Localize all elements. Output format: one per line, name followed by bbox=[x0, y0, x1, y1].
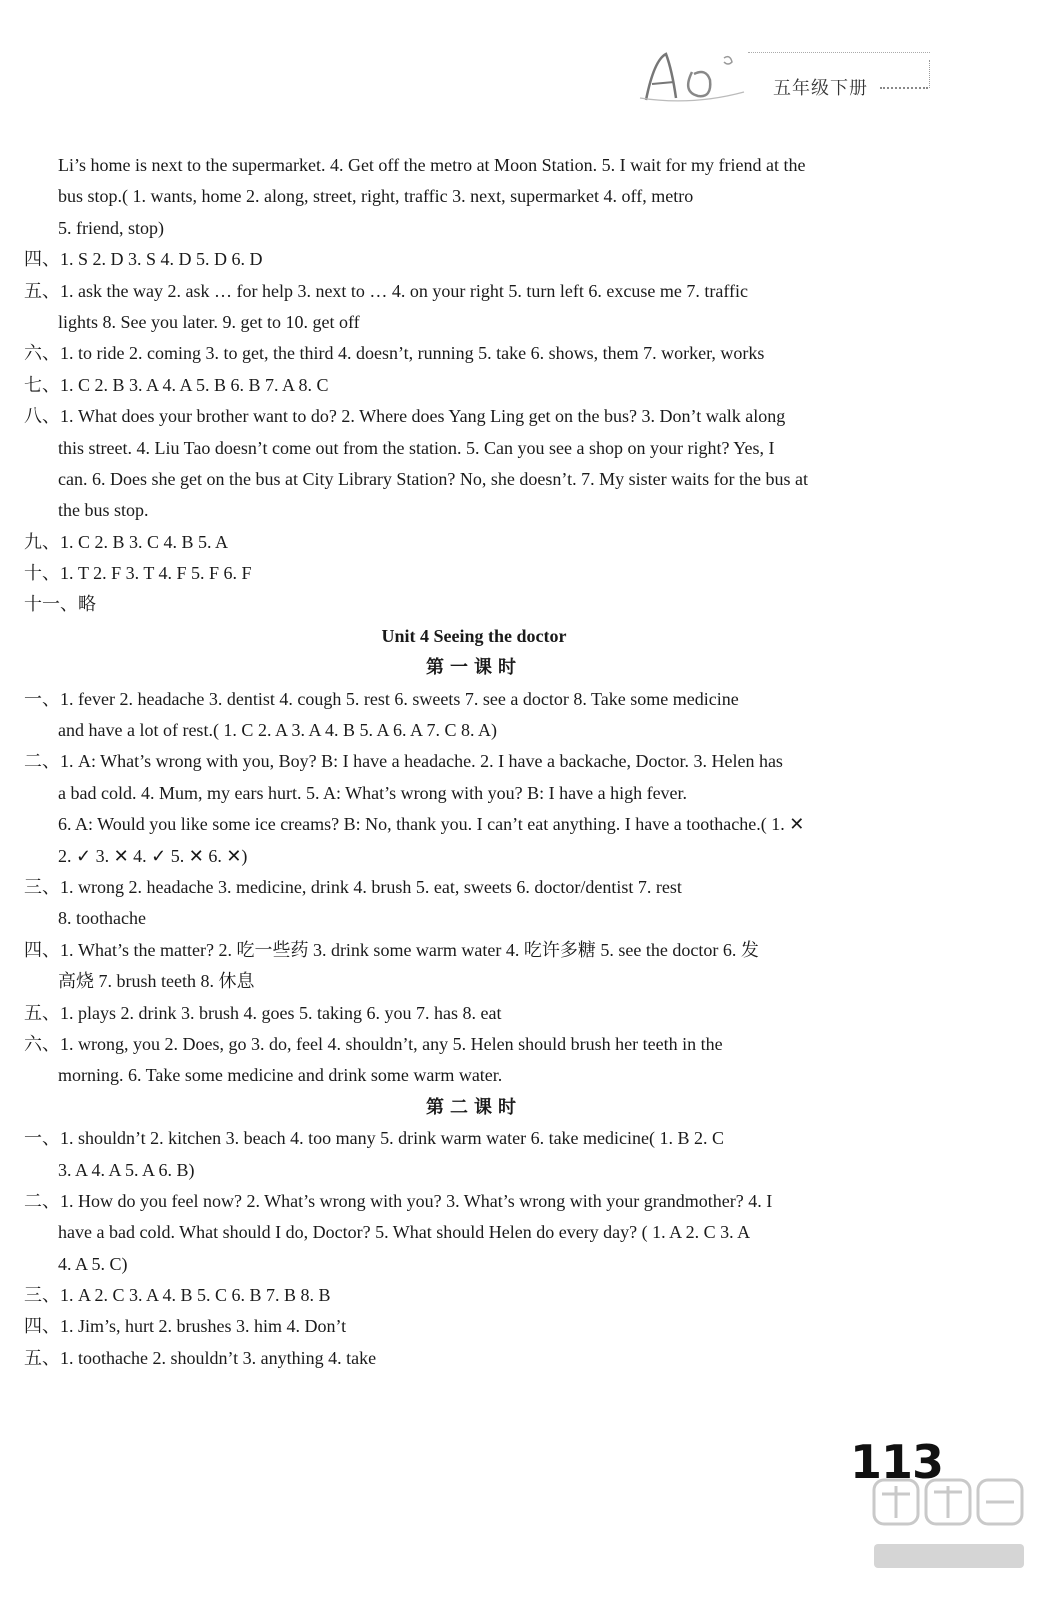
answer-line: can. 6. Does she get on the bus at City Library Station? No, she doesn’t. 7. My sister waits for the bus at bbox=[58, 468, 809, 489]
header-vrule bbox=[929, 60, 930, 88]
answer-line: 六、1. wrong, you 2. Does, go 3. do, feel 4. shouldn’t, any 5. Helen should brush her teeth in the bbox=[24, 1033, 723, 1054]
grade-label: 五年级下册 bbox=[773, 78, 868, 99]
answer-line: 5. friend, stop) bbox=[58, 217, 164, 238]
answer-line: 十、1. T 2. F 3. T 4. F 5. F 6. F bbox=[24, 563, 252, 584]
answer-line: 五、1. ask the way 2. ask … for help 3. next to … 4. on your right 5. turn left 6. excuse me 7. traffic bbox=[24, 280, 749, 301]
answer-line: morning. 6. Take some medicine and drink some warm water. bbox=[58, 1065, 503, 1086]
answer-line: 一、1. fever 2. headache 3. dentist 4. cough 5. rest 6. sweets 7. see a doctor 8. Take some medicine bbox=[24, 688, 739, 709]
answer-line: 八、1. What does your brother want to do? 2. Where does Yang Ling get on the bus? 3. Don’t walk along bbox=[24, 406, 786, 427]
answer-line: 七、1. C 2. B 3. A 4. A 5. B 6. B 7. A 8. C bbox=[24, 374, 329, 395]
answer-line: 五、1. toothache 2. shouldn’t 3. anything 4. take bbox=[24, 1347, 377, 1368]
page-number: 113 bbox=[850, 1435, 944, 1489]
header-dots bbox=[880, 87, 928, 89]
unit-heading: Unit 4 Seeing the doctor bbox=[381, 625, 567, 646]
lesson-heading: 第二课时 bbox=[426, 1096, 522, 1118]
answer-line: 五、1. plays 2. drink 3. brush 4. goes 5. taking 6. you 7. has 8. eat bbox=[24, 1002, 502, 1023]
answer-line: and have a lot of rest.( 1. C 2. A 3. A 4. B 5. A 6. A 7. C 8. A) bbox=[58, 720, 498, 741]
answer-line: 四、1. S 2. D 3. S 4. D 5. D 6. D bbox=[24, 249, 263, 270]
answer-line: 二、1. A: What’s wrong with you, Boy? B: I have a headache. 2. I have a backache, Doctor. 3. Helen has bbox=[24, 751, 783, 772]
ae-logo bbox=[632, 40, 772, 110]
answer-line: the bus stop. bbox=[58, 500, 149, 521]
answer-line: 三、1. A 2. C 3. A 4. B 5. C 6. B 7. B 8. B bbox=[24, 1285, 331, 1306]
answer-line: Li’s home is next to the supermarket. 4. Get off the metro at Moon Station. 5. I wait for my friend at the bbox=[58, 155, 806, 175]
answer-line: 二、1. How do you feel now? 2. What’s wrong with you? 3. What’s wrong with your grandmother? 4. I bbox=[24, 1190, 773, 1211]
header-rule bbox=[748, 52, 930, 53]
watermark-stamp bbox=[868, 1472, 1033, 1582]
answer-line: 四、1. Jim’s, hurt 2. brushes 3. him 4. Don’t bbox=[24, 1316, 347, 1337]
answer-line: 4. A 5. C) bbox=[58, 1253, 128, 1274]
answer-line: 四、1. What’s the matter? 2. 吃一些药 3. drink some warm water 4. 吃许多糖 5. see the doctor 6. 发 bbox=[24, 939, 759, 960]
answer-key-body bbox=[24, 150, 924, 1374]
answer-line: 8. toothache bbox=[58, 908, 146, 929]
answer-line: 六、1. to ride 2. coming 3. to get, the third 4. doesn’t, running 5. take 6. shows, them 7. worker, works bbox=[24, 343, 765, 364]
answer-line: 九、1. C 2. B 3. C 4. B 5. A bbox=[24, 531, 229, 552]
answer-line: 2. ✓ 3. ✕ 4. ✓ 5. ✕ 6. ✕) bbox=[58, 845, 248, 866]
answer-line: a bad cold. 4. Mum, my ears hurt. 5. A: What’s wrong with you? B: I have a high fever. bbox=[58, 782, 688, 803]
lesson-heading: 第一课时 bbox=[426, 657, 522, 679]
answer-line: 高烧 7. brush teeth 8. 休息 bbox=[58, 971, 255, 992]
answer-line: this street. 4. Liu Tao doesn’t come out from the station. 5. Can you see a shop on your right? Yes, I bbox=[58, 437, 775, 458]
answer-line: 6. A: Would you like some ice creams? B: No, thank you. I can’t eat anything. I have a toothache.( 1. ✕ bbox=[58, 814, 805, 835]
answer-line: have a bad cold. What should I do, Doctor? 5. What should Helen do every day? ( 1. A 2. C 3. A bbox=[58, 1222, 751, 1243]
answer-line: lights 8. See you later. 9. get to 10. get off bbox=[58, 311, 360, 332]
answer-line: 三、1. wrong 2. headache 3. medicine, drink 4. brush 5. eat, sweets 6. doctor/dentist 7. rest bbox=[24, 876, 682, 897]
answer-line: 十一、略 bbox=[24, 594, 96, 615]
answer-line: 3. A 4. A 5. A 6. B) bbox=[58, 1159, 195, 1180]
answer-line: bus stop.( 1. wants, home 2. along, street, right, traffic 3. next, supermarket 4. off, metro bbox=[58, 186, 694, 207]
answer-line: 一、1. shouldn’t 2. kitchen 3. beach 4. too many 5. drink warm water 6. take medicine( 1. B 2. C bbox=[24, 1128, 725, 1149]
